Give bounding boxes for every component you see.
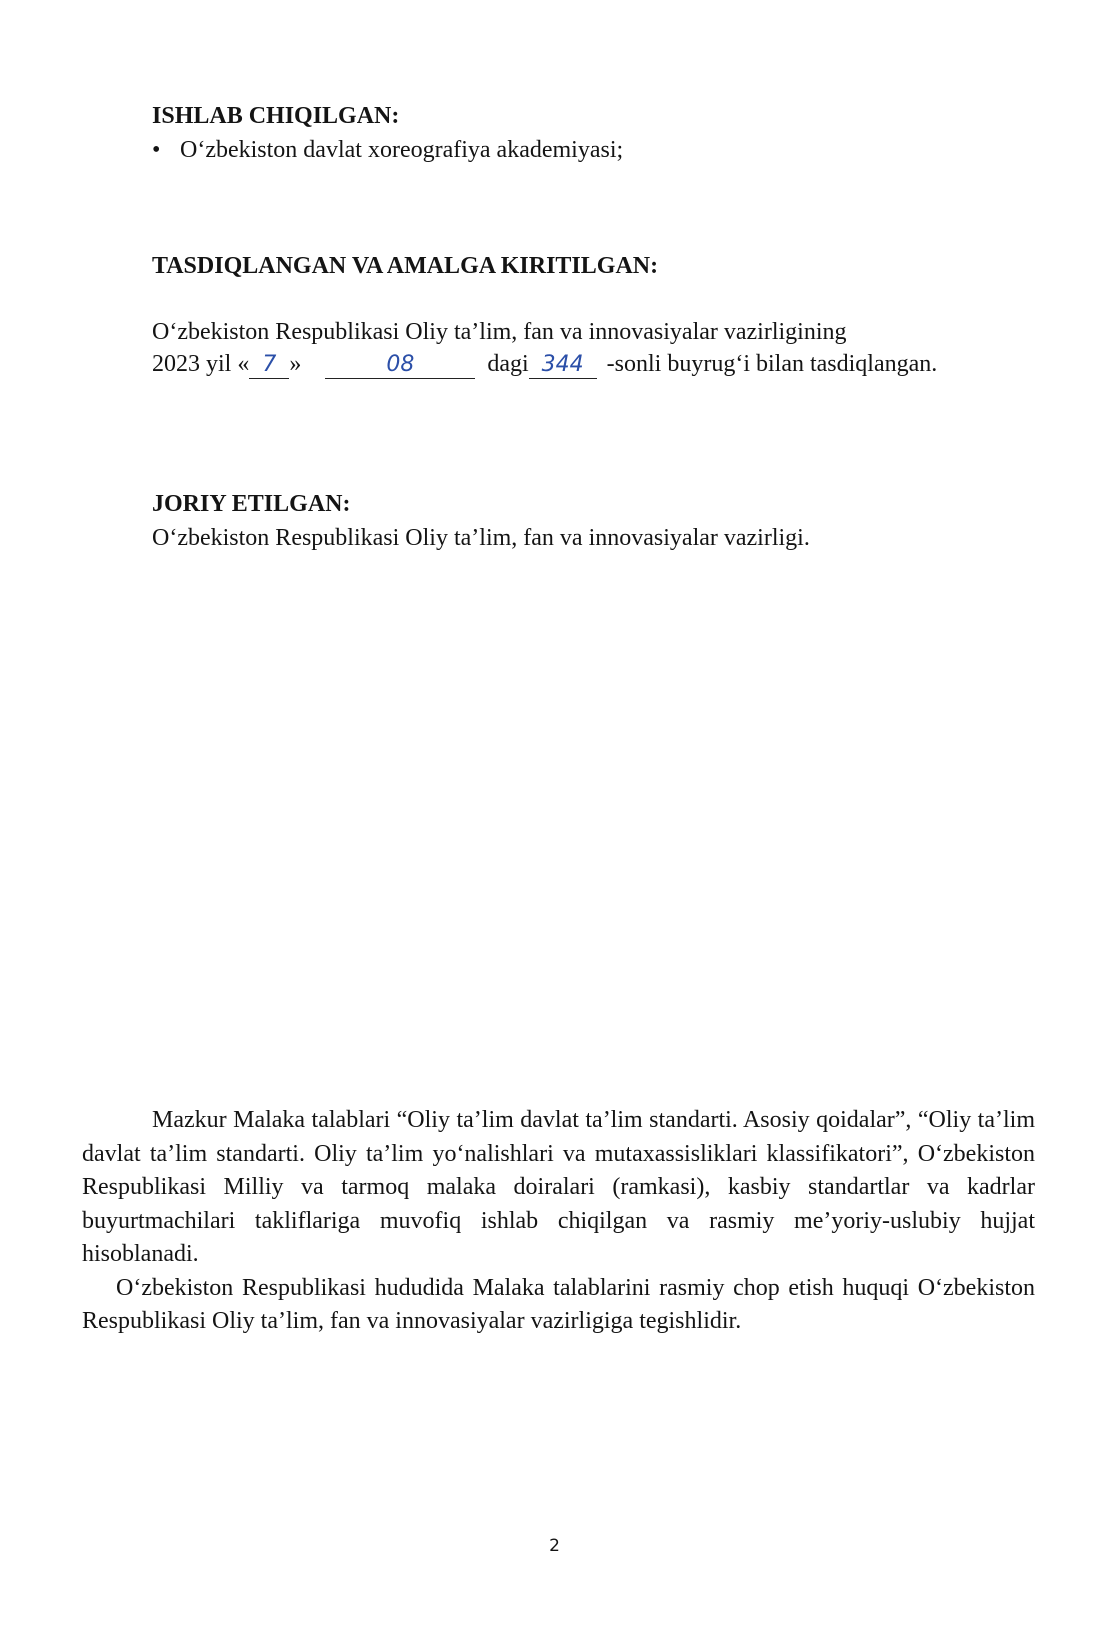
implemented-section [152,488,1032,554]
month-blank [325,352,475,379]
order-number-handwritten: 344 [541,352,584,377]
developed-list-item [152,134,952,166]
approved-heading: TASDIQLANGAN VA AMALGA KIRITILGAN: [152,253,659,279]
dagi-text: dagi [487,351,529,377]
body-paragraph-1: Mazkur Malaka talablari “Oliy ta’lim davlat ta’lim standarti. Asosiy qoidalar”, “Oliy ta’lim davlat ta’lim standarti. Oliy ta’lim yo‘nalishlari va mutaxassisliklari klassifikatori”, O‘zbekiston Respublikasi Milliy va tarmoq malaka doiralari (ramkasi), kasbiy standartlar va kadrlar buyurtmachilari takliflariga muvofiq ishlab chiqilgan va rasmiy me’yoriy-uslubiy hujjat hisoblanadi. [82,1107,1035,1267]
order-blank [529,352,597,379]
page-number: 2 [549,1536,560,1556]
bullet-icon: • [152,137,161,163]
implemented-heading: JORIY ETILGAN: [152,491,351,517]
approved-suffix: -sonli buyrug‘i bilan tasdiqlangan. [606,351,938,377]
month-handwritten: 08 [386,352,415,377]
developed-item-text: O‘zbekiston davlat xoreografiya akademiyasi; [180,137,624,163]
implemented-line: O‘zbekiston Respublikasi Oliy ta’lim, fan va innovasiyalar vazirligi. [152,525,810,551]
developed-heading: ISHLAB CHIQILGAN: [152,103,400,129]
approved-section [152,250,1032,380]
year-prefix: 2023 yil « [152,351,250,377]
developed-section [152,100,952,166]
body-section [82,1104,1035,1339]
approved-line2 [152,348,1032,380]
body-paragraph-2: O‘zbekiston Respublikasi hududida Malaka talablarini rasmiy chop etish huquqi O‘zbekiston Respublikasi Oliy ta’lim, fan va innovasiyalar vazirligiga tegishlidir. [82,1274,1035,1334]
day-blank [249,352,289,379]
approved-line1: O‘zbekiston Respublikasi Oliy ta’lim, fan va innovasiyalar vazirligining [152,319,847,345]
day-close: » [289,351,302,377]
day-handwritten: 7 [262,352,277,377]
